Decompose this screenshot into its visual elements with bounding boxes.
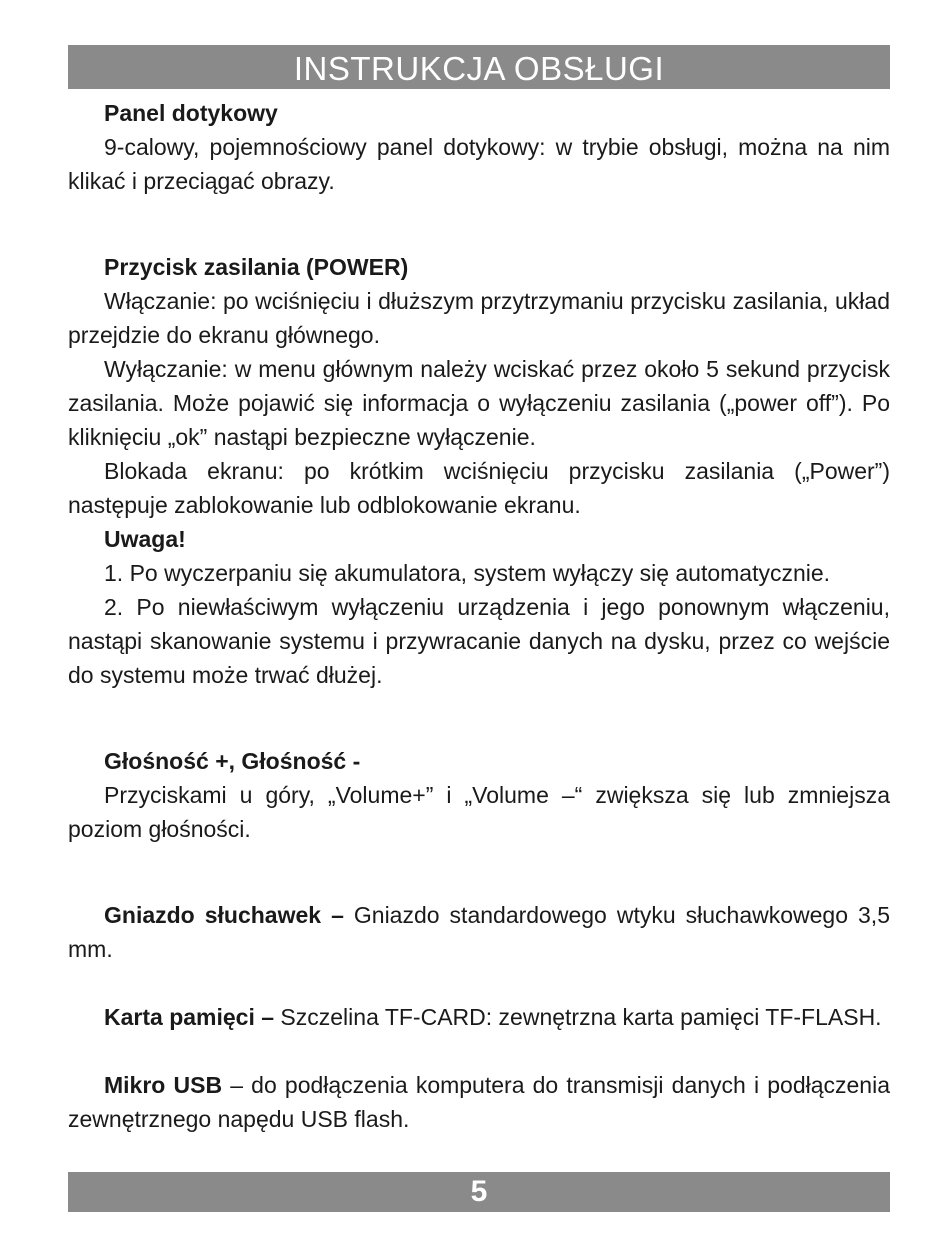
document-body — [68, 96, 890, 1136]
section-heading-volume: Głośność +, Głośność - — [104, 748, 361, 774]
page-number: 5 — [470, 1175, 488, 1208]
section-heading-power: Przycisk zasilania (POWER) — [104, 254, 409, 280]
spacer — [68, 846, 890, 880]
volume-text: Przyciskami u góry, „Volume+” i „Volume –“ zwiększa się lub zmniejsza poziom głośności. — [68, 782, 890, 842]
memory-card-text: Szczelina TF-CARD: zewnętrzna karta pamięci TF-FLASH. — [274, 1004, 882, 1030]
screen-lock-text: Blokada ekranu: po krótkim wciśnięciu przycisku zasilania („Power”) następuje zablokowanie lub odblokowanie ekranu. — [68, 458, 890, 518]
section-heading-memory-card: Karta pamięci – — [104, 1004, 275, 1030]
spacer — [68, 726, 890, 744]
header-bar — [68, 45, 890, 89]
warning-item-2: 2. Po niewłaściwym wyłączeniu urządzenia i jego ponownym włączeniu, nastąpi skanowanie systemu i przywracanie danych na dysku, przez co wejście do systemu może trwać dłużej. — [68, 594, 890, 688]
headphones-paragraph — [68, 898, 890, 966]
section-heading-micro-usb: Mikro USB — [104, 1072, 223, 1098]
micro-usb-text: – do podłączenia komputera do transmisji danych i podłączenia zewnętrznego napędu USB flash. — [68, 1072, 890, 1132]
page-title: INSTRUKCJA OBSŁUGI — [293, 49, 665, 87]
touch-panel-text: 9-calowy, pojemnościowy panel dotykowy: w trybie obsługi, można na nim klikać i przeciągać obrazy. — [68, 134, 890, 194]
spacer — [68, 198, 890, 232]
power-off-text: Wyłączanie: w menu głównym należy wciskać przez około 5 sekund przycisk zasilania. Może pojawić się informacja o wyłączeniu zasilania („power off”). Po kliknięciu „ok” nastąpi bezpieczne wyłączenie. — [68, 356, 890, 450]
section-heading-warning: Uwaga! — [104, 526, 186, 552]
micro-usb-paragraph — [68, 1068, 890, 1136]
power-on-text: Włączanie: po wciśnięciu i dłuższym przytrzymaniu przycisku zasilania, układ przejdzie do ekranu głównego. — [68, 288, 890, 348]
spacer — [68, 1034, 890, 1068]
spacer — [68, 880, 890, 898]
headphones-text: Gniazdo standardowego wtyku słuchawkowego 3,5 mm. — [68, 902, 890, 962]
spacer — [68, 966, 890, 1000]
spacer — [68, 232, 890, 250]
spacer — [68, 692, 890, 726]
section-heading-touch-panel: Panel dotykowy — [104, 100, 278, 126]
memory-card-paragraph — [68, 1000, 890, 1034]
section-heading-headphones: Gniazdo słuchawek – — [104, 902, 344, 928]
warning-item-1: 1. Po wyczerpaniu się akumulatora, system wyłączy się automatycznie. — [104, 560, 831, 586]
footer-bar — [68, 1172, 890, 1212]
